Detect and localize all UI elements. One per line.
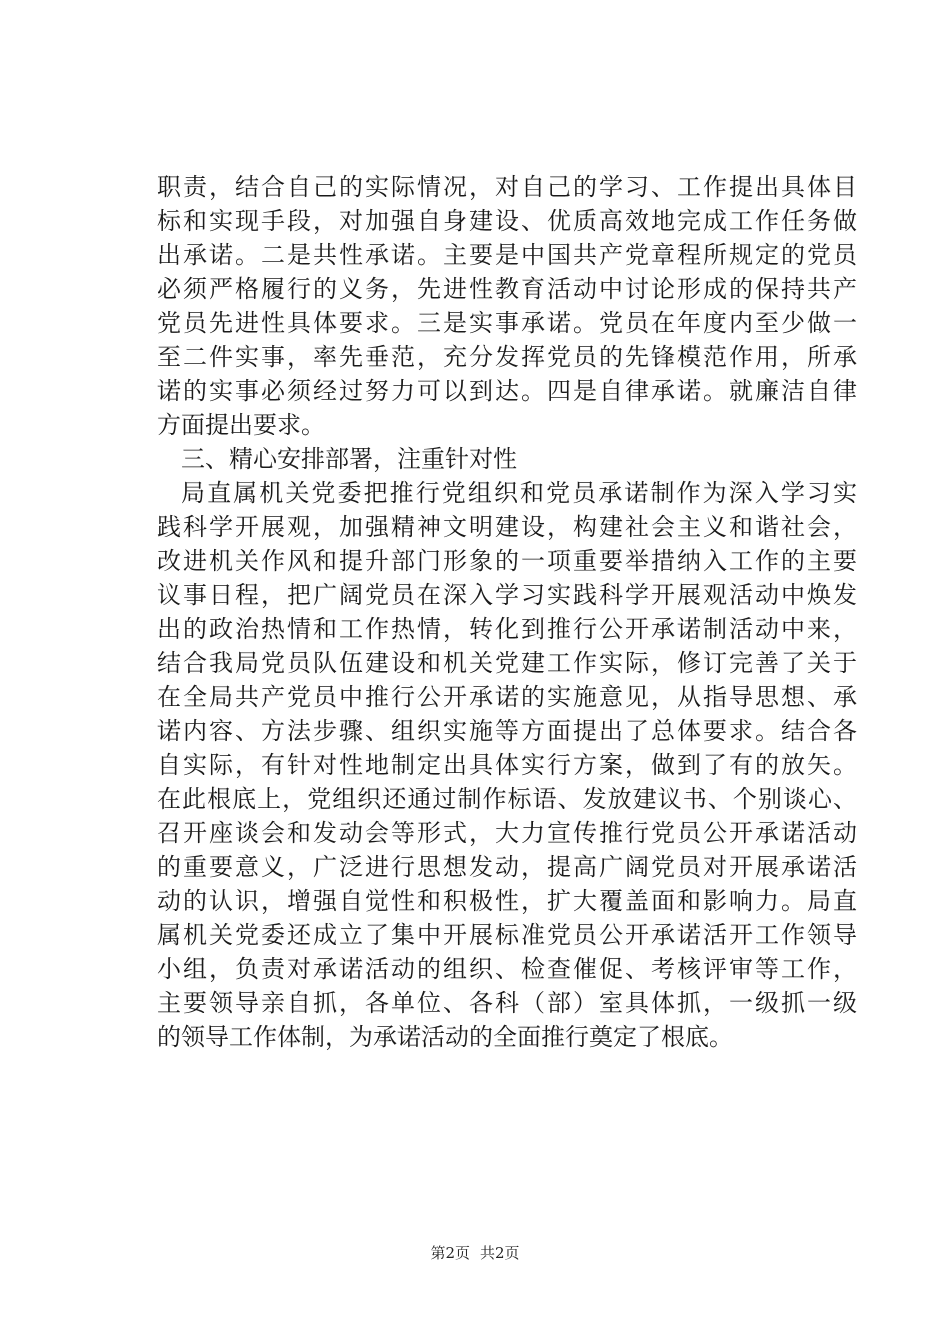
text-line: 党员先进性具体要求。三是实事承诺。党员在年度内至少做一 <box>157 309 857 337</box>
text-line: 必须严格履行的义务，先进性教育活动中讨论形成的保持共产 <box>157 275 857 303</box>
text-line: 诺内容、方法步骤、组织实施等方面提出了总体要求。结合各 <box>157 717 857 745</box>
text-line: 召开座谈会和发动会等形式，大力宣传推行党员公开承诺活动 <box>157 819 857 847</box>
page-footer <box>0 1243 950 1263</box>
paragraph-continuation <box>157 170 857 442</box>
text-line: 在此根底上，党组织还通过制作标语、发放建议书、个别谈心、 <box>157 785 857 813</box>
text-line: 小组，负责对承诺活动的组织、检查催促、考核评审等工作， <box>157 955 857 983</box>
text-line: 至二件实事，率先垂范，充分发挥党员的先锋模范作用，所承 <box>157 343 857 371</box>
page-number: 第2页 <box>430 1244 470 1262</box>
text-line: 职责，结合自己的实际情况，对自己的学习、工作提出具体目 <box>157 173 857 201</box>
section-heading <box>157 442 857 476</box>
text-line: 在全局共产党员中推行公开承诺的实施意见，从指导思想、承 <box>157 683 857 711</box>
text-line: 出承诺。二是共性承诺。主要是中国共产党章程所规定的党员 <box>157 241 857 269</box>
text-line: 主要领导亲自抓，各单位、各科（部）室具体抓，一级抓一级 <box>157 989 857 1017</box>
text-line: 属机关党委还成立了集中开展标准党员公开承诺活开工作领导 <box>157 921 857 949</box>
text-line-indented: 局直属机关党委把推行党组织和党员承诺制作为深入学习实 <box>181 479 857 507</box>
text-line: 的领导工作体制，为承诺活动的全面推行奠定了根底。 <box>157 1023 733 1051</box>
text-line: 结合我局党员队伍建设和机关党建工作实际，修订完善了关于 <box>157 649 857 677</box>
text-line: 标和实现手段，对加强自身建设、优质高效地完成工作任务做 <box>157 207 857 235</box>
text-line: 自实际，有针对性地制定出具体实行方案，做到了有的放矢。 <box>157 751 857 779</box>
text-line: 议事日程，把广阔党员在深入学习实践科学开展观活动中焕发 <box>157 581 857 609</box>
text-line: 践科学开展观，加强精神文明建设，构建社会主义和谐社会， <box>157 513 857 541</box>
page-total: 共2页 <box>480 1244 520 1262</box>
paragraph-body <box>157 476 857 1054</box>
text-line: 的重要意义，广泛进行思想发动，提高广阔党员对开展承诺活 <box>157 853 857 881</box>
document-body <box>157 170 857 1054</box>
text-line: 动的认识，增强自觉性和积极性，扩大覆盖面和影响力。局直 <box>157 887 857 915</box>
text-line: 诺的实事必须经过努力可以到达。四是自律承诺。就廉洁自律 <box>157 377 857 405</box>
text-line: 改进机关作风和提升部门形象的一项重要举措纳入工作的主要 <box>157 547 857 575</box>
section-heading-text: 三、精心安排部署，注重针对性 <box>181 445 517 473</box>
text-line: 出的政治热情和工作热情，转化到推行公开承诺制活动中来， <box>157 615 857 643</box>
text-line: 方面提出要求。 <box>157 411 325 439</box>
